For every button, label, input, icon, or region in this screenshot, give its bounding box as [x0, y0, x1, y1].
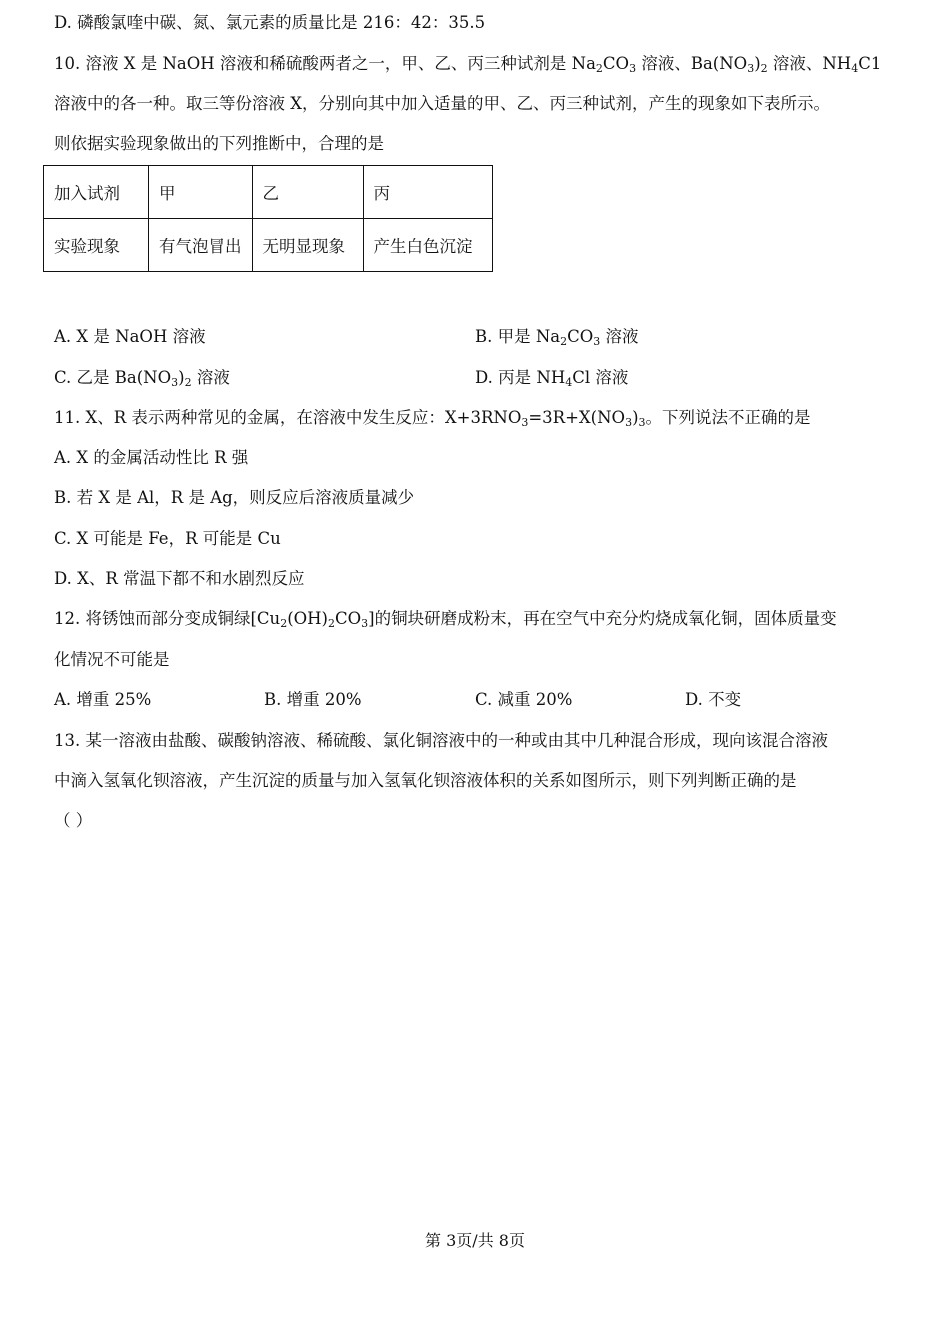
table-cell: 无明显现象 — [252, 219, 363, 272]
q11-option-c: C. X 可能是 Fe，R 可能是 Cu — [54, 529, 281, 548]
table-cell: 有气泡冒出 — [149, 219, 253, 272]
q13-stem-line-1: 13. 某一溶液由盐酸、碳酸钠溶液、稀硫酸、氯化铜溶液中的一种或由其中几种混合形成，现向该混合溶液 — [54, 731, 828, 750]
q10-stem-line-3: 则依据实验现象做出的下列推断中，合理的是 — [54, 134, 384, 153]
q11-option-d: D. X、R 常温下都不和水剧烈反应 — [54, 569, 305, 588]
q10-option-a: A. X 是 NaOH 溶液 — [54, 327, 206, 346]
table-row — [44, 166, 493, 219]
q11-option-a: A. X 的金属活动性比 R 强 — [54, 448, 249, 467]
experiment-table — [43, 165, 493, 272]
q9-option-d: D. 磷酸氯喹中碳、氮、氯元素的质量比是 216：42：35.5 — [54, 13, 486, 32]
q10-stem-line-2: 溶液中的各一种。取三等份溶液 X，分别向其中加入适量的甲、乙、丙三种试剂，产生的现象如下表所示。 — [54, 94, 830, 113]
table-cell: 加入试剂 — [44, 166, 149, 219]
page-footer: 第 3页/共 8页 — [425, 1231, 525, 1250]
q10-option-d: D. 丙是 $NH_4Cl$ 溶液 — [475, 368, 629, 389]
q11-stem: 11. X、R 表示两种常见的金属，在溶液中发生反应：$X+3RNO_3=3R+X(NO_3)_3$。下列说法不正确的是 — [54, 408, 811, 429]
table-cell: 乙 — [252, 166, 363, 219]
q10-option-c: C. 乙是 $Ba(NO_3)_2$ 溶液 — [54, 368, 230, 389]
q13-stem-line-2: 中滴入氢氧化钡溶液，产生沉淀的质量与加入氢氧化钡溶液体积的关系如图所示，则下列判断正确的是 — [54, 771, 797, 790]
q12-stem-line-2: 化情况不可能是 — [54, 650, 170, 669]
q12-option-d: D. 不变 — [685, 690, 742, 709]
q10-stem-line-1: 10. 溶液 X 是 NaOH 溶液和稀硫酸两者之一，甲、乙、丙三种试剂是 $Na_2CO_3$ 溶液、$Ba(NO_3)_2$ 溶液、$NH_4C1$ — [54, 54, 882, 75]
q12-option-b: B. 增重 20% — [264, 690, 362, 709]
table-row — [44, 219, 493, 272]
q12-stem-line-1: 12. 将锈蚀而部分变成铜绿$[Cu_2(OH)_2CO_3]$的铜块研磨成粉末，再在空气中充分灼烧成氧化铜，固体质量变 — [54, 609, 837, 630]
table-cell: 实验现象 — [44, 219, 149, 272]
q13-stem-line-3: （ ） — [54, 811, 93, 830]
q10-option-b: B. 甲是 $Na_2CO_3$ 溶液 — [475, 327, 639, 348]
table-cell: 产生白色沉淀 — [363, 219, 492, 272]
q12-option-a: A. 增重 25% — [54, 690, 152, 709]
q12-option-c: C. 减重 20% — [475, 690, 573, 709]
table-cell: 丙 — [363, 166, 492, 219]
table-cell: 甲 — [149, 166, 253, 219]
q11-option-b: B. 若 X 是 Al，R 是 Ag，则反应后溶液质量减少 — [54, 488, 415, 507]
